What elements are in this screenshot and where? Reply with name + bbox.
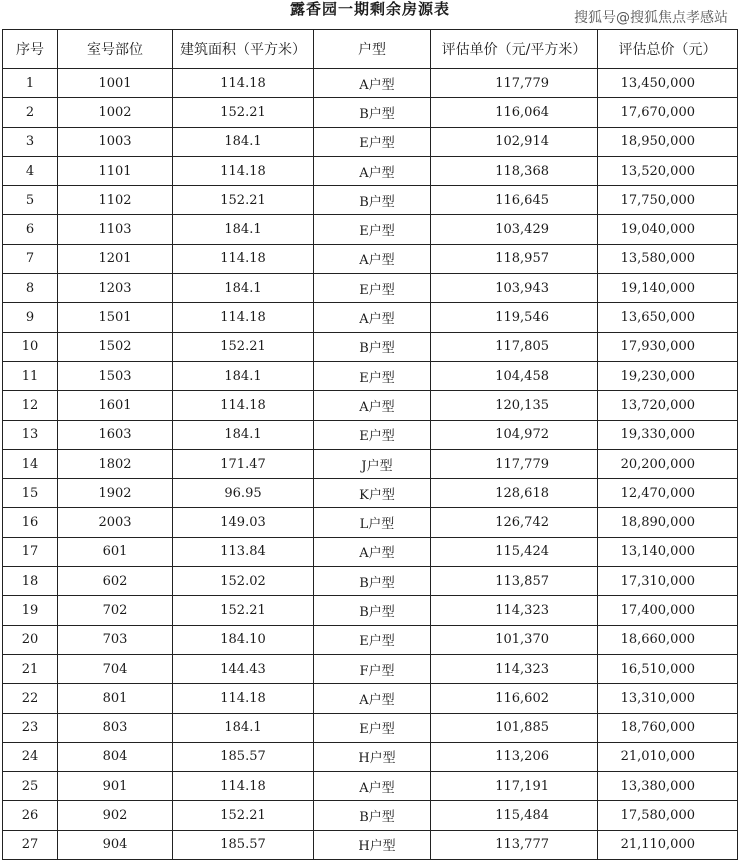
cell-area: 184.1: [173, 127, 314, 156]
cell-layout: L户型: [314, 508, 431, 537]
cell-room: 1002: [58, 98, 173, 127]
cell-unit-price: 113,206: [431, 742, 598, 771]
cell-total-price: 19,040,000: [598, 215, 738, 244]
cell-index: 1: [3, 69, 58, 98]
table-row: [3, 69, 738, 98]
cell-area: 114.18: [173, 303, 314, 332]
table-row: [3, 361, 738, 390]
table-row: [3, 186, 738, 215]
cell-area: 114.18: [173, 391, 314, 420]
table-row: [3, 127, 738, 156]
col-header-layout: 户型: [314, 30, 431, 69]
cell-room: 1103: [58, 215, 173, 244]
cell-index: 23: [3, 713, 58, 742]
cell-room: 904: [58, 830, 173, 859]
table-header-row: [3, 30, 738, 69]
cell-index: 8: [3, 274, 58, 303]
table-row: [3, 537, 738, 566]
cell-area: 184.1: [173, 274, 314, 303]
table-row: [3, 303, 738, 332]
cell-layout: F户型: [314, 654, 431, 683]
cell-area: 114.18: [173, 684, 314, 713]
col-header-index: 序号: [3, 30, 58, 69]
cell-total-price: 13,720,000: [598, 391, 738, 420]
cell-total-price: 17,750,000: [598, 186, 738, 215]
cell-area: 114.18: [173, 156, 314, 185]
cell-area: 185.57: [173, 742, 314, 771]
cell-area: 114.18: [173, 244, 314, 273]
cell-room: 1502: [58, 332, 173, 361]
cell-area: 185.57: [173, 830, 314, 859]
cell-layout: H户型: [314, 830, 431, 859]
cell-layout: A户型: [314, 684, 431, 713]
cell-unit-price: 115,424: [431, 537, 598, 566]
cell-index: 27: [3, 830, 58, 859]
cell-unit-price: 117,805: [431, 332, 598, 361]
cell-unit-price: 114,323: [431, 596, 598, 625]
table-row: [3, 449, 738, 478]
table-row: [3, 713, 738, 742]
cell-index: 22: [3, 684, 58, 713]
cell-area: 184.1: [173, 361, 314, 390]
cell-layout: A户型: [314, 772, 431, 801]
table-row: [3, 244, 738, 273]
cell-total-price: 21,010,000: [598, 742, 738, 771]
cell-index: 16: [3, 508, 58, 537]
cell-layout: A户型: [314, 69, 431, 98]
cell-layout: A户型: [314, 391, 431, 420]
col-header-room: 室号部位: [58, 30, 173, 69]
cell-unit-price: 128,618: [431, 479, 598, 508]
cell-index: 17: [3, 537, 58, 566]
table-row: [3, 479, 738, 508]
cell-layout: A户型: [314, 156, 431, 185]
cell-layout: E户型: [314, 625, 431, 654]
cell-total-price: 18,660,000: [598, 625, 738, 654]
table-row: [3, 508, 738, 537]
cell-unit-price: 120,135: [431, 391, 598, 420]
cell-area: 152.21: [173, 801, 314, 830]
cell-room: 1001: [58, 69, 173, 98]
col-header-total-price: 评估总价（元）: [598, 30, 738, 69]
cell-area: 184.1: [173, 215, 314, 244]
cell-layout: A户型: [314, 303, 431, 332]
cell-area: 152.21: [173, 332, 314, 361]
cell-room: 1102: [58, 186, 173, 215]
cell-area: 152.21: [173, 596, 314, 625]
cell-unit-price: 117,779: [431, 69, 598, 98]
cell-unit-price: 118,957: [431, 244, 598, 273]
cell-total-price: 21,110,000: [598, 830, 738, 859]
cell-area: 114.18: [173, 772, 314, 801]
cell-layout: E户型: [314, 713, 431, 742]
table-body: [3, 69, 738, 860]
cell-layout: J户型: [314, 449, 431, 478]
cell-area: 149.03: [173, 508, 314, 537]
table-row: [3, 567, 738, 596]
cell-index: 10: [3, 332, 58, 361]
cell-index: 12: [3, 391, 58, 420]
cell-index: 24: [3, 742, 58, 771]
cell-area: 152.02: [173, 567, 314, 596]
cell-unit-price: 116,064: [431, 98, 598, 127]
cell-total-price: 13,450,000: [598, 69, 738, 98]
cell-index: 20: [3, 625, 58, 654]
cell-total-price: 13,520,000: [598, 156, 738, 185]
cell-area: 171.47: [173, 449, 314, 478]
cell-unit-price: 101,370: [431, 625, 598, 654]
col-header-area: 建筑面积（平方米）: [173, 30, 314, 69]
cell-room: 902: [58, 801, 173, 830]
cell-index: 15: [3, 479, 58, 508]
cell-room: 1802: [58, 449, 173, 478]
cell-unit-price: 113,857: [431, 567, 598, 596]
cell-room: 2003: [58, 508, 173, 537]
cell-layout: B户型: [314, 567, 431, 596]
cell-layout: B户型: [314, 801, 431, 830]
cell-total-price: 13,650,000: [598, 303, 738, 332]
table-row: [3, 98, 738, 127]
table-row: [3, 274, 738, 303]
cell-room: 1101: [58, 156, 173, 185]
table-row: [3, 420, 738, 449]
page-title: 露香园一期剩余房源表: [289, 0, 450, 18]
cell-layout: B户型: [314, 332, 431, 361]
table-row: [3, 625, 738, 654]
table-row: [3, 684, 738, 713]
cell-room: 703: [58, 625, 173, 654]
cell-layout: E户型: [314, 420, 431, 449]
cell-unit-price: 103,943: [431, 274, 598, 303]
table-row: [3, 156, 738, 185]
cell-area: 152.21: [173, 98, 314, 127]
cell-index: 11: [3, 361, 58, 390]
cell-total-price: 20,200,000: [598, 449, 738, 478]
cell-layout: H户型: [314, 742, 431, 771]
table-row: [3, 654, 738, 683]
cell-unit-price: 113,777: [431, 830, 598, 859]
cell-area: 184.10: [173, 625, 314, 654]
cell-unit-price: 102,914: [431, 127, 598, 156]
cell-unit-price: 119,546: [431, 303, 598, 332]
cell-room: 702: [58, 596, 173, 625]
cell-room: 1601: [58, 391, 173, 420]
cell-index: 9: [3, 303, 58, 332]
cell-area: 96.95: [173, 479, 314, 508]
cell-total-price: 17,930,000: [598, 332, 738, 361]
cell-index: 5: [3, 186, 58, 215]
cell-index: 14: [3, 449, 58, 478]
cell-unit-price: 116,645: [431, 186, 598, 215]
col-header-unit-price: 评估单价（元/平方米）: [431, 30, 598, 69]
cell-unit-price: 104,458: [431, 361, 598, 390]
cell-total-price: 13,580,000: [598, 244, 738, 273]
cell-index: 19: [3, 596, 58, 625]
table-row: [3, 801, 738, 830]
table-row: [3, 215, 738, 244]
cell-unit-price: 117,779: [431, 449, 598, 478]
cell-room: 601: [58, 537, 173, 566]
table-row: [3, 830, 738, 859]
cell-room: 801: [58, 684, 173, 713]
cell-index: 25: [3, 772, 58, 801]
cell-area: 152.21: [173, 186, 314, 215]
cell-unit-price: 101,885: [431, 713, 598, 742]
cell-unit-price: 104,972: [431, 420, 598, 449]
cell-total-price: 13,380,000: [598, 772, 738, 801]
table-row: [3, 742, 738, 771]
cell-room: 804: [58, 742, 173, 771]
table-row: [3, 332, 738, 361]
cell-total-price: 18,950,000: [598, 127, 738, 156]
table-row: [3, 596, 738, 625]
cell-index: 3: [3, 127, 58, 156]
cell-total-price: 17,400,000: [598, 596, 738, 625]
cell-room: 1603: [58, 420, 173, 449]
cell-area: 114.18: [173, 69, 314, 98]
table-row: [3, 772, 738, 801]
cell-layout: B户型: [314, 186, 431, 215]
cell-area: 144.43: [173, 654, 314, 683]
cell-area: 113.84: [173, 537, 314, 566]
cell-room: 1203: [58, 274, 173, 303]
cell-layout: E户型: [314, 215, 431, 244]
cell-index: 2: [3, 98, 58, 127]
cell-total-price: 17,310,000: [598, 567, 738, 596]
cell-total-price: 12,470,000: [598, 479, 738, 508]
cell-area: 184.1: [173, 713, 314, 742]
cell-total-price: 19,230,000: [598, 361, 738, 390]
cell-room: 1501: [58, 303, 173, 332]
cell-total-price: 17,580,000: [598, 801, 738, 830]
cell-index: 21: [3, 654, 58, 683]
cell-total-price: 18,890,000: [598, 508, 738, 537]
listing-table: [2, 29, 738, 860]
cell-unit-price: 117,191: [431, 772, 598, 801]
cell-layout: B户型: [314, 596, 431, 625]
cell-room: 1201: [58, 244, 173, 273]
cell-unit-price: 114,323: [431, 654, 598, 683]
cell-unit-price: 115,484: [431, 801, 598, 830]
cell-total-price: 13,310,000: [598, 684, 738, 713]
cell-layout: A户型: [314, 244, 431, 273]
cell-unit-price: 103,429: [431, 215, 598, 244]
cell-index: 18: [3, 567, 58, 596]
cell-room: 1003: [58, 127, 173, 156]
cell-unit-price: 118,368: [431, 156, 598, 185]
cell-total-price: 19,140,000: [598, 274, 738, 303]
cell-total-price: 13,140,000: [598, 537, 738, 566]
cell-total-price: 16,510,000: [598, 654, 738, 683]
cell-room: 901: [58, 772, 173, 801]
cell-layout: A户型: [314, 537, 431, 566]
cell-total-price: 17,670,000: [598, 98, 738, 127]
cell-room: 602: [58, 567, 173, 596]
cell-total-price: 19,330,000: [598, 420, 738, 449]
cell-layout: E户型: [314, 274, 431, 303]
watermark: 搜狐号@搜狐焦点孝感站: [574, 10, 728, 26]
cell-layout: B户型: [314, 98, 431, 127]
cell-index: 4: [3, 156, 58, 185]
cell-room: 704: [58, 654, 173, 683]
cell-room: 803: [58, 713, 173, 742]
cell-index: 7: [3, 244, 58, 273]
cell-index: 13: [3, 420, 58, 449]
cell-layout: K户型: [314, 479, 431, 508]
cell-unit-price: 126,742: [431, 508, 598, 537]
cell-unit-price: 116,602: [431, 684, 598, 713]
cell-layout: E户型: [314, 127, 431, 156]
cell-area: 184.1: [173, 420, 314, 449]
cell-index: 6: [3, 215, 58, 244]
table-row: [3, 391, 738, 420]
cell-room: 1902: [58, 479, 173, 508]
cell-room: 1503: [58, 361, 173, 390]
cell-index: 26: [3, 801, 58, 830]
cell-layout: E户型: [314, 361, 431, 390]
cell-total-price: 18,760,000: [598, 713, 738, 742]
